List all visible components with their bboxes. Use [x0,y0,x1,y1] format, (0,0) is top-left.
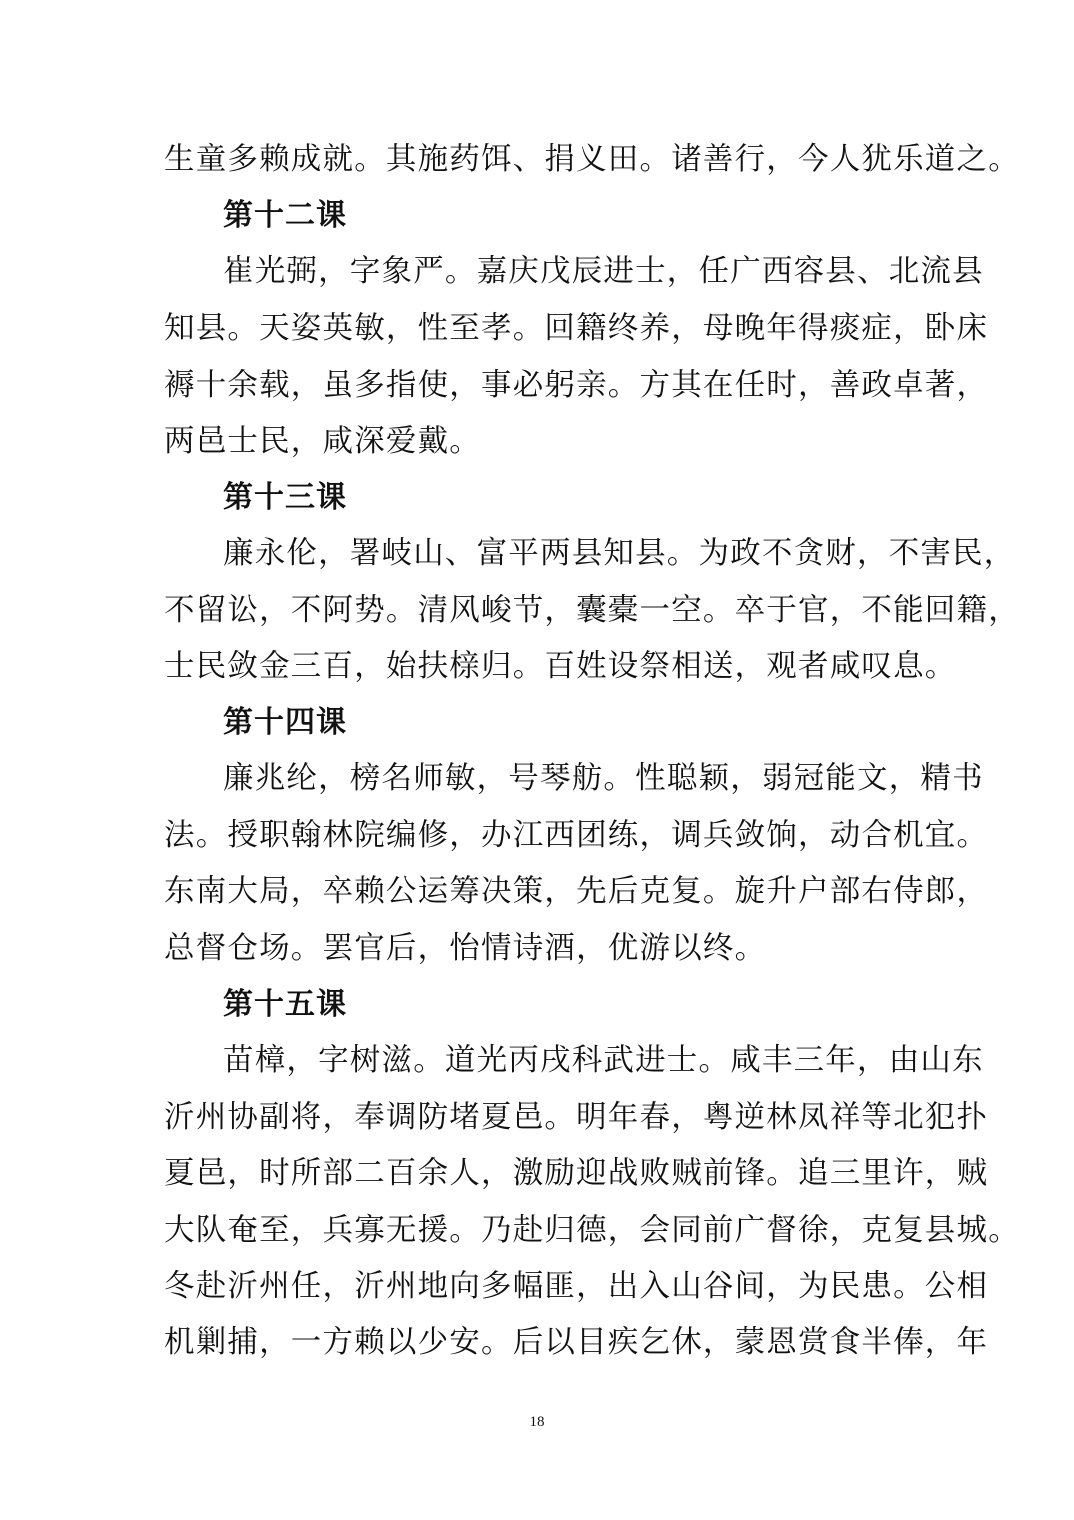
paragraph-line: 崔光弼，字象严。嘉庆戊辰进士，任广西容县、北流县 [223,254,984,289]
lesson-heading-13: 第十三课 [223,480,347,515]
lesson-heading-12: 第十二课 [223,198,347,233]
lesson-heading-14: 第十四课 [223,705,347,740]
paragraph-line: 机剿捕，一方赖以少安。后以目疾乞休，蒙恩赏食半俸，年 [164,1325,989,1360]
paragraph-line: 廉永伦，署岐山、富平两县知县。为政不贪财，不害民， [223,536,1016,571]
paragraph-line: 廉兆纶，榜名师敏，号琴舫。性聪颖，弱冠能文，精书 [223,761,984,796]
paragraph-line: 士民敛金三百，始扶榇归。百姓设祭相送，观者咸叹息。 [164,649,957,684]
paragraph-line: 不留讼，不阿势。清风峻节，囊橐一空。卒于官，不能回籍， [164,593,1020,628]
paragraph-line: 大队奄至，兵寡无援。乃赴归德，会同前广督徐，克复县城。 [164,1213,1020,1248]
paragraph-line: 夏邑，时所部二百余人，激励迎战败贼前锋。追三里许，贼 [164,1156,989,1191]
paragraph-line: 知县。天姿英敏，性至孝。回籍终养，母晚年得痰症，卧床 [164,311,989,346]
paragraph-line: 总督仓场。罢官后，怡情诗酒，优游以终。 [164,931,767,966]
paragraph-line: 生童多赖成就。其施药饵、捐义田。诸善行，今人犹乐道之。 [164,142,1020,177]
paragraph-line: 苗樟，字树滋。道光丙戌科武进士。咸丰三年，由山东 [223,1043,984,1078]
lesson-heading-15: 第十五课 [223,987,347,1022]
paragraph-line: 东南大局，卒赖公运筹决策，先后克复。旋升户部右侍郎， [164,874,989,909]
paragraph-line: 法。授职翰林院编修，办江西团练，调兵敛饷，动合机宜。 [164,818,989,853]
page-number: 18 [529,1414,545,1430]
paragraph-line: 冬赴沂州任，沂州地向多幅匪，出入山谷间，为民患。公相 [164,1269,989,1304]
paragraph-line: 沂州协副将，奉调防堵夏邑。明年春，粤逆林凤祥等北犯扑 [164,1100,989,1135]
paragraph-line: 两邑士民，咸深爱戴。 [164,424,481,459]
paragraph-line: 褥十余载，虽多指使，事必躬亲。方其在任时，善政卓著， [164,368,989,403]
